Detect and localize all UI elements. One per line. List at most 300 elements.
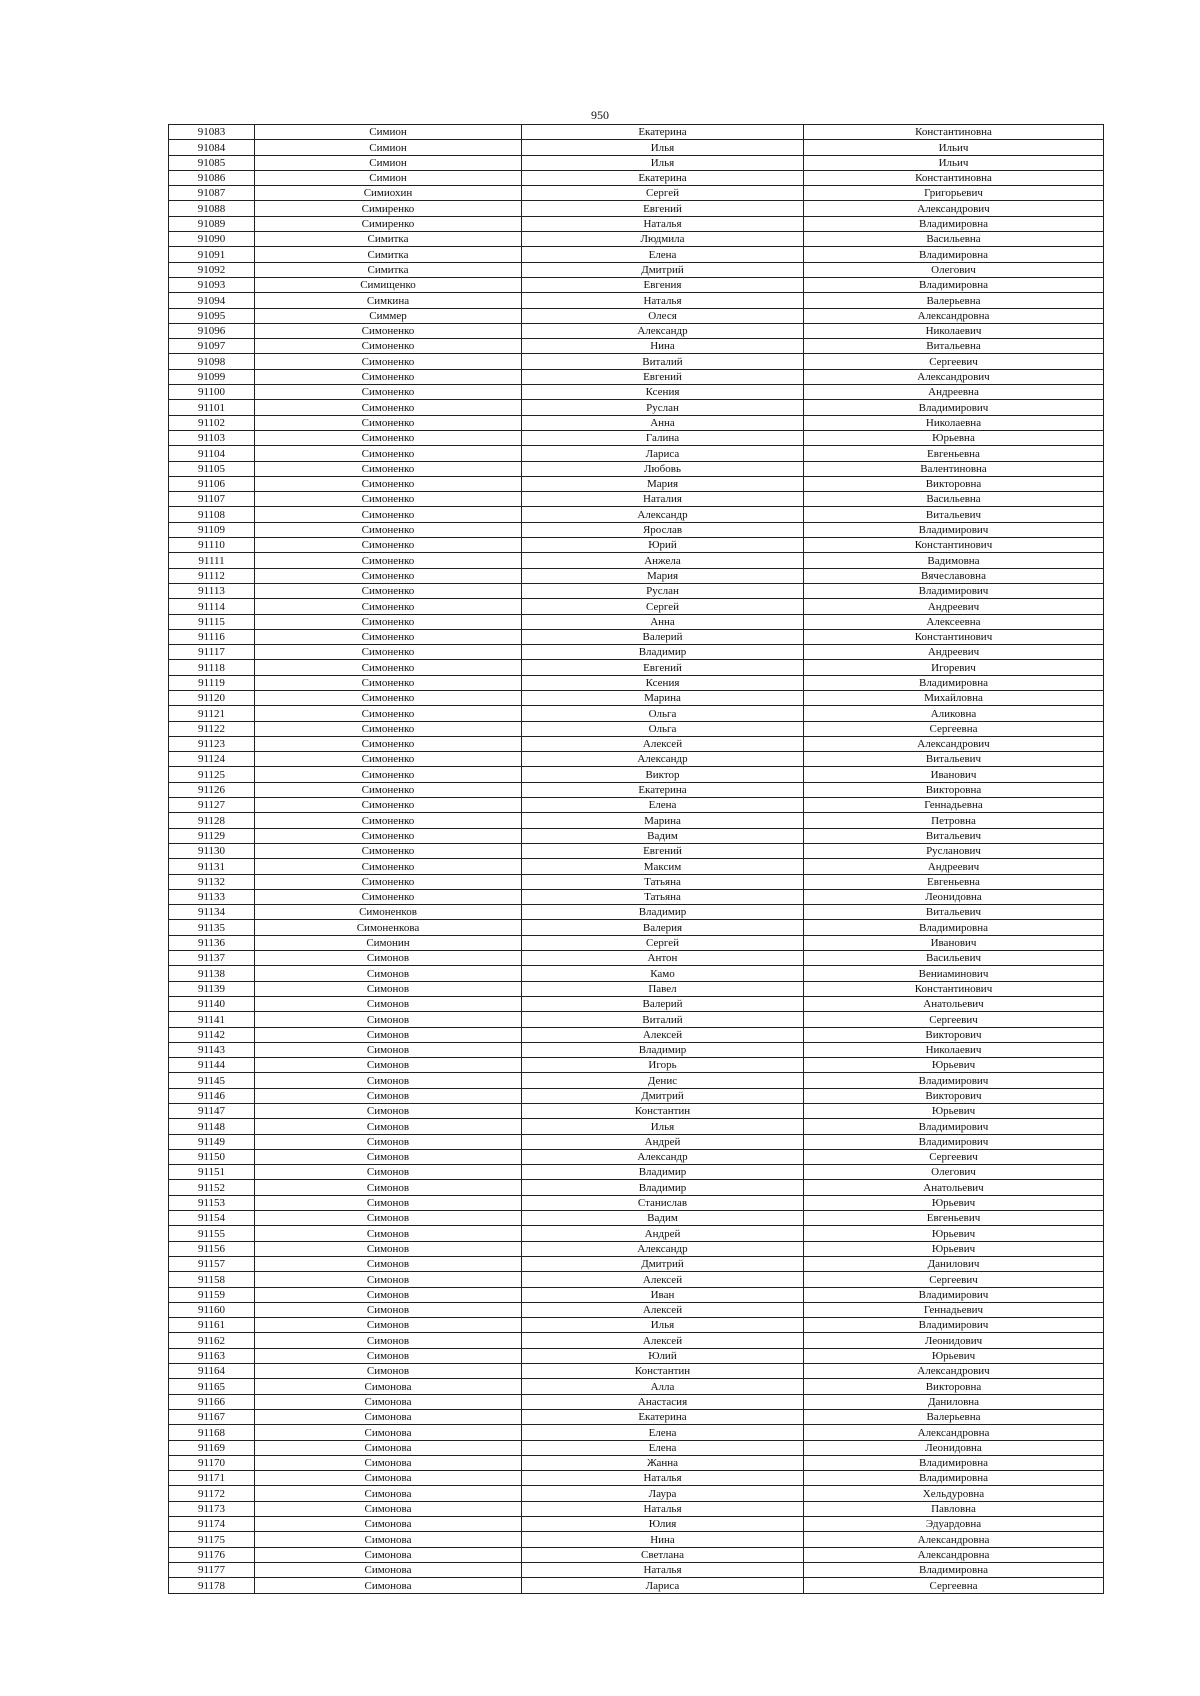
patronymic-cell: Владимирович — [804, 1073, 1104, 1088]
last-name-cell: Симоненко — [255, 859, 522, 874]
table-row — [169, 155, 1104, 170]
record-number-cell: 91136 — [169, 935, 255, 950]
record-number-cell: 91115 — [169, 614, 255, 629]
patronymic-cell: Леонидович — [804, 1333, 1104, 1348]
record-number-cell: 91138 — [169, 966, 255, 981]
last-name-cell: Симоненко — [255, 369, 522, 384]
record-number-cell: 91160 — [169, 1302, 255, 1317]
table-row — [169, 1241, 1104, 1256]
table-row — [169, 966, 1104, 981]
first-name-cell: Мария — [522, 568, 804, 583]
registry-table — [168, 124, 1104, 1594]
patronymic-cell: Валентиновна — [804, 461, 1104, 476]
patronymic-cell: Александрович — [804, 201, 1104, 216]
patronymic-cell: Константинович — [804, 538, 1104, 553]
last-name-cell: Симоненко — [255, 828, 522, 843]
first-name-cell: Илья — [522, 140, 804, 155]
first-name-cell: Александр — [522, 507, 804, 522]
table-row — [169, 859, 1104, 874]
last-name-cell: Симитка — [255, 232, 522, 247]
record-number-cell: 91159 — [169, 1287, 255, 1302]
record-number-cell: 91167 — [169, 1409, 255, 1424]
first-name-cell: Татьяна — [522, 874, 804, 889]
record-number-cell: 91131 — [169, 859, 255, 874]
table-row — [169, 247, 1104, 262]
first-name-cell: Руслан — [522, 583, 804, 598]
record-number-cell: 91169 — [169, 1440, 255, 1455]
record-number-cell: 91121 — [169, 706, 255, 721]
first-name-cell: Алексей — [522, 1302, 804, 1317]
first-name-cell: Антон — [522, 951, 804, 966]
patronymic-cell: Хельдуровна — [804, 1486, 1104, 1501]
record-number-cell: 91157 — [169, 1256, 255, 1271]
patronymic-cell: Владимировна — [804, 1455, 1104, 1470]
last-name-cell: Симитка — [255, 247, 522, 262]
table-row — [169, 1088, 1104, 1103]
table-row — [169, 369, 1104, 384]
patronymic-cell: Михайловна — [804, 690, 1104, 705]
first-name-cell: Александр — [522, 1241, 804, 1256]
first-name-cell: Анна — [522, 614, 804, 629]
table-row — [169, 538, 1104, 553]
record-number-cell: 91154 — [169, 1211, 255, 1226]
first-name-cell: Людмила — [522, 232, 804, 247]
last-name-cell: Симоненков — [255, 905, 522, 920]
first-name-cell: Владимир — [522, 645, 804, 660]
first-name-cell: Ксения — [522, 385, 804, 400]
page-number: 950 — [591, 108, 609, 122]
first-name-cell: Наталья — [522, 1562, 804, 1577]
patronymic-cell: Витальевич — [804, 905, 1104, 920]
last-name-cell: Симонов — [255, 1149, 522, 1164]
table-row — [169, 1333, 1104, 1348]
last-name-cell: Симонов — [255, 951, 522, 966]
first-name-cell: Константин — [522, 1104, 804, 1119]
patronymic-cell: Константиновна — [804, 170, 1104, 185]
last-name-cell: Симоненко — [255, 706, 522, 721]
patronymic-cell: Евгеньевна — [804, 446, 1104, 461]
last-name-cell: Симоненко — [255, 461, 522, 476]
last-name-cell: Симонов — [255, 1302, 522, 1317]
first-name-cell: Владимир — [522, 1165, 804, 1180]
first-name-cell: Дмитрий — [522, 262, 804, 277]
first-name-cell: Руслан — [522, 400, 804, 415]
last-name-cell: Симоненко — [255, 660, 522, 675]
record-number-cell: 91147 — [169, 1104, 255, 1119]
table-row — [169, 1501, 1104, 1516]
table-row — [169, 1425, 1104, 1440]
table-row — [169, 813, 1104, 828]
record-number-cell: 91163 — [169, 1348, 255, 1363]
patronymic-cell: Эдуардовна — [804, 1517, 1104, 1532]
first-name-cell: Елена — [522, 247, 804, 262]
first-name-cell: Лаура — [522, 1486, 804, 1501]
first-name-cell: Владимир — [522, 1180, 804, 1195]
first-name-cell: Нина — [522, 339, 804, 354]
table-row — [169, 492, 1104, 507]
last-name-cell: Симонова — [255, 1578, 522, 1593]
last-name-cell: Симоненко — [255, 385, 522, 400]
first-name-cell: Ярослав — [522, 522, 804, 537]
patronymic-cell: Вениаминович — [804, 966, 1104, 981]
table-row — [169, 1409, 1104, 1424]
record-number-cell: 91109 — [169, 522, 255, 537]
table-row — [169, 1226, 1104, 1241]
last-name-cell: Симкина — [255, 293, 522, 308]
record-number-cell: 91151 — [169, 1165, 255, 1180]
record-number-cell: 91106 — [169, 476, 255, 491]
record-number-cell: 91176 — [169, 1547, 255, 1562]
record-number-cell: 91171 — [169, 1471, 255, 1486]
table-row — [169, 1149, 1104, 1164]
first-name-cell: Камо — [522, 966, 804, 981]
table-row — [169, 843, 1104, 858]
table-row — [169, 1302, 1104, 1317]
first-name-cell: Екатерина — [522, 782, 804, 797]
patronymic-cell: Сергеевич — [804, 1272, 1104, 1287]
patronymic-cell: Евгеньевич — [804, 1211, 1104, 1226]
last-name-cell: Симитка — [255, 262, 522, 277]
patronymic-cell: Владимировна — [804, 675, 1104, 690]
last-name-cell: Симонова — [255, 1517, 522, 1532]
table-row — [169, 675, 1104, 690]
patronymic-cell: Владимировна — [804, 1471, 1104, 1486]
last-name-cell: Симоненко — [255, 400, 522, 415]
first-name-cell: Любовь — [522, 461, 804, 476]
patronymic-cell: Геннадьевна — [804, 798, 1104, 813]
last-name-cell: Симиохин — [255, 186, 522, 201]
record-number-cell: 91148 — [169, 1119, 255, 1134]
record-number-cell: 91105 — [169, 461, 255, 476]
patronymic-cell: Павловна — [804, 1501, 1104, 1516]
last-name-cell: Симонова — [255, 1409, 522, 1424]
patronymic-cell: Владимировна — [804, 277, 1104, 292]
table-row — [169, 1486, 1104, 1501]
record-number-cell: 91127 — [169, 798, 255, 813]
first-name-cell: Виктор — [522, 767, 804, 782]
table-row — [169, 1180, 1104, 1195]
patronymic-cell: Константиновна — [804, 125, 1104, 140]
patronymic-cell: Витальевич — [804, 507, 1104, 522]
patronymic-cell: Леонидовна — [804, 889, 1104, 904]
last-name-cell: Симонов — [255, 1073, 522, 1088]
record-number-cell: 91097 — [169, 339, 255, 354]
patronymic-cell: Владимирович — [804, 1134, 1104, 1149]
table-row — [169, 1287, 1104, 1302]
table-row — [169, 1119, 1104, 1134]
patronymic-cell: Валерьевна — [804, 1409, 1104, 1424]
first-name-cell: Александр — [522, 1149, 804, 1164]
first-name-cell: Валерий — [522, 629, 804, 644]
first-name-cell: Екатерина — [522, 1409, 804, 1424]
table-row — [169, 140, 1104, 155]
record-number-cell: 91139 — [169, 981, 255, 996]
patronymic-cell: Юрьевич — [804, 1195, 1104, 1210]
table-row — [169, 262, 1104, 277]
first-name-cell: Илья — [522, 155, 804, 170]
table-row — [169, 1471, 1104, 1486]
last-name-cell: Симонов — [255, 1058, 522, 1073]
table-row — [169, 1440, 1104, 1455]
record-number-cell: 91135 — [169, 920, 255, 935]
record-number-cell: 91099 — [169, 369, 255, 384]
first-name-cell: Наталья — [522, 216, 804, 231]
record-number-cell: 91164 — [169, 1364, 255, 1379]
patronymic-cell: Григорьевич — [804, 186, 1104, 201]
patronymic-cell: Владимировна — [804, 247, 1104, 262]
last-name-cell: Симонов — [255, 1088, 522, 1103]
last-name-cell: Симоненко — [255, 553, 522, 568]
record-number-cell: 91132 — [169, 874, 255, 889]
table-row — [169, 1455, 1104, 1470]
patronymic-cell: Владимировна — [804, 216, 1104, 231]
record-number-cell: 91100 — [169, 385, 255, 400]
record-number-cell: 91086 — [169, 170, 255, 185]
patronymic-cell: Сергеевна — [804, 1578, 1104, 1593]
first-name-cell: Лариса — [522, 1578, 804, 1593]
first-name-cell: Денис — [522, 1073, 804, 1088]
last-name-cell: Симонов — [255, 1348, 522, 1363]
last-name-cell: Симоненко — [255, 339, 522, 354]
table-row — [169, 1348, 1104, 1363]
first-name-cell: Марина — [522, 690, 804, 705]
record-number-cell: 91141 — [169, 1012, 255, 1027]
patronymic-cell: Аликовна — [804, 706, 1104, 721]
last-name-cell: Симоненко — [255, 354, 522, 369]
patronymic-cell: Геннадьевич — [804, 1302, 1104, 1317]
first-name-cell: Наталья — [522, 1471, 804, 1486]
table-row — [169, 706, 1104, 721]
last-name-cell: Симоненкова — [255, 920, 522, 935]
last-name-cell: Симоненко — [255, 798, 522, 813]
patronymic-cell: Андреевич — [804, 645, 1104, 660]
table-row — [169, 951, 1104, 966]
record-number-cell: 91087 — [169, 186, 255, 201]
last-name-cell: Симоненко — [255, 736, 522, 751]
patronymic-cell: Константинович — [804, 981, 1104, 996]
record-number-cell: 91108 — [169, 507, 255, 522]
first-name-cell: Илья — [522, 1318, 804, 1333]
patronymic-cell: Вячеславовна — [804, 568, 1104, 583]
last-name-cell: Симонова — [255, 1486, 522, 1501]
patronymic-cell: Алексеевна — [804, 614, 1104, 629]
record-number-cell: 91092 — [169, 262, 255, 277]
patronymic-cell: Сергеевна — [804, 721, 1104, 736]
last-name-cell: Симонов — [255, 1364, 522, 1379]
last-name-cell: Симонова — [255, 1455, 522, 1470]
last-name-cell: Симоненко — [255, 675, 522, 690]
table-row — [169, 446, 1104, 461]
last-name-cell: Симион — [255, 170, 522, 185]
patronymic-cell: Юрьевна — [804, 430, 1104, 445]
first-name-cell: Нина — [522, 1532, 804, 1547]
table-row — [169, 568, 1104, 583]
table-row — [169, 1012, 1104, 1027]
first-name-cell: Елена — [522, 1440, 804, 1455]
first-name-cell: Владимир — [522, 1042, 804, 1057]
patronymic-cell: Русланович — [804, 843, 1104, 858]
first-name-cell: Ксения — [522, 675, 804, 690]
table-row — [169, 614, 1104, 629]
table-row — [169, 339, 1104, 354]
last-name-cell: Симоненко — [255, 721, 522, 736]
table-row — [169, 476, 1104, 491]
record-number-cell: 91088 — [169, 201, 255, 216]
last-name-cell: Симонов — [255, 1226, 522, 1241]
record-number-cell: 91153 — [169, 1195, 255, 1210]
table-row — [169, 553, 1104, 568]
record-number-cell: 91150 — [169, 1149, 255, 1164]
table-row — [169, 1211, 1104, 1226]
first-name-cell: Евгения — [522, 277, 804, 292]
first-name-cell: Анжела — [522, 553, 804, 568]
patronymic-cell: Васильевна — [804, 232, 1104, 247]
patronymic-cell: Викторовна — [804, 476, 1104, 491]
record-number-cell: 91156 — [169, 1241, 255, 1256]
table-row — [169, 1318, 1104, 1333]
record-number-cell: 91173 — [169, 1501, 255, 1516]
patronymic-cell: Владимирович — [804, 1318, 1104, 1333]
patronymic-cell: Юрьевич — [804, 1241, 1104, 1256]
record-number-cell: 91152 — [169, 1180, 255, 1195]
first-name-cell: Ольга — [522, 721, 804, 736]
first-name-cell: Сергей — [522, 935, 804, 950]
table-row — [169, 1517, 1104, 1532]
first-name-cell: Александр — [522, 323, 804, 338]
table-row — [169, 1073, 1104, 1088]
table-row — [169, 935, 1104, 950]
record-number-cell: 91133 — [169, 889, 255, 904]
last-name-cell: Симоненко — [255, 767, 522, 782]
patronymic-cell: Витальевна — [804, 339, 1104, 354]
table-row — [169, 736, 1104, 751]
table-row — [169, 1134, 1104, 1149]
record-number-cell: 91128 — [169, 813, 255, 828]
patronymic-cell: Васильевна — [804, 492, 1104, 507]
table-row — [169, 583, 1104, 598]
last-name-cell: Симион — [255, 140, 522, 155]
record-number-cell: 91161 — [169, 1318, 255, 1333]
last-name-cell: Симонов — [255, 1134, 522, 1149]
patronymic-cell: Юрьевич — [804, 1226, 1104, 1241]
last-name-cell: Симонов — [255, 981, 522, 996]
last-name-cell: Симоненко — [255, 690, 522, 705]
patronymic-cell: Александровна — [804, 1532, 1104, 1547]
table-row — [169, 293, 1104, 308]
record-number-cell: 91112 — [169, 568, 255, 583]
first-name-cell: Елена — [522, 798, 804, 813]
table-row — [169, 1256, 1104, 1271]
first-name-cell: Юлий — [522, 1348, 804, 1363]
last-name-cell: Симоненко — [255, 843, 522, 858]
patronymic-cell: Владимирович — [804, 1287, 1104, 1302]
first-name-cell: Светлана — [522, 1547, 804, 1562]
last-name-cell: Симоненко — [255, 599, 522, 614]
table-row — [169, 1562, 1104, 1577]
last-name-cell: Симонова — [255, 1440, 522, 1455]
record-number-cell: 91103 — [169, 430, 255, 445]
record-number-cell: 91142 — [169, 1027, 255, 1042]
last-name-cell: Симион — [255, 155, 522, 170]
registry-body — [169, 125, 1104, 1594]
first-name-cell: Анна — [522, 415, 804, 430]
record-number-cell: 91145 — [169, 1073, 255, 1088]
record-number-cell: 91155 — [169, 1226, 255, 1241]
record-number-cell: 91174 — [169, 1517, 255, 1532]
patronymic-cell: Андреевич — [804, 599, 1104, 614]
first-name-cell: Татьяна — [522, 889, 804, 904]
record-number-cell: 91137 — [169, 951, 255, 966]
first-name-cell: Галина — [522, 430, 804, 445]
last-name-cell: Симоненко — [255, 522, 522, 537]
record-number-cell: 91113 — [169, 583, 255, 598]
first-name-cell: Юрий — [522, 538, 804, 553]
record-number-cell: 91089 — [169, 216, 255, 231]
last-name-cell: Симонов — [255, 1333, 522, 1348]
first-name-cell: Сергей — [522, 186, 804, 201]
table-row — [169, 1042, 1104, 1057]
patronymic-cell: Данилович — [804, 1256, 1104, 1271]
last-name-cell: Симонов — [255, 1195, 522, 1210]
patronymic-cell: Анатольевич — [804, 1180, 1104, 1195]
first-name-cell: Дмитрий — [522, 1256, 804, 1271]
table-row — [169, 216, 1104, 231]
patronymic-cell: Петровна — [804, 813, 1104, 828]
last-name-cell: Симонов — [255, 1256, 522, 1271]
last-name-cell: Симонова — [255, 1562, 522, 1577]
record-number-cell: 91094 — [169, 293, 255, 308]
last-name-cell: Симоненко — [255, 889, 522, 904]
table-row — [169, 430, 1104, 445]
table-row — [169, 1058, 1104, 1073]
first-name-cell: Евгений — [522, 369, 804, 384]
last-name-cell: Симонов — [255, 1027, 522, 1042]
patronymic-cell: Юрьевич — [804, 1058, 1104, 1073]
record-number-cell: 91085 — [169, 155, 255, 170]
table-row — [169, 125, 1104, 140]
record-number-cell: 91118 — [169, 660, 255, 675]
table-row — [169, 782, 1104, 797]
first-name-cell: Евгений — [522, 843, 804, 858]
first-name-cell: Константин — [522, 1364, 804, 1379]
patronymic-cell: Игоревич — [804, 660, 1104, 675]
table-row — [169, 1104, 1104, 1119]
table-row — [169, 1379, 1104, 1394]
record-number-cell: 91146 — [169, 1088, 255, 1103]
first-name-cell: Лариса — [522, 446, 804, 461]
table-row — [169, 308, 1104, 323]
last-name-cell: Симион — [255, 125, 522, 140]
first-name-cell: Вадим — [522, 1211, 804, 1226]
first-name-cell: Виталий — [522, 1012, 804, 1027]
last-name-cell: Симоненко — [255, 415, 522, 430]
record-number-cell: 91102 — [169, 415, 255, 430]
table-row — [169, 201, 1104, 216]
first-name-cell: Павел — [522, 981, 804, 996]
record-number-cell: 91083 — [169, 125, 255, 140]
table-row — [169, 1165, 1104, 1180]
first-name-cell: Алексей — [522, 736, 804, 751]
record-number-cell: 91119 — [169, 675, 255, 690]
patronymic-cell: Евгеньевна — [804, 874, 1104, 889]
table-row — [169, 889, 1104, 904]
patronymic-cell: Викторович — [804, 1088, 1104, 1103]
patronymic-cell: Николаевич — [804, 1042, 1104, 1057]
first-name-cell: Ольга — [522, 706, 804, 721]
record-number-cell: 91166 — [169, 1394, 255, 1409]
record-number-cell: 91129 — [169, 828, 255, 843]
table-row — [169, 1364, 1104, 1379]
